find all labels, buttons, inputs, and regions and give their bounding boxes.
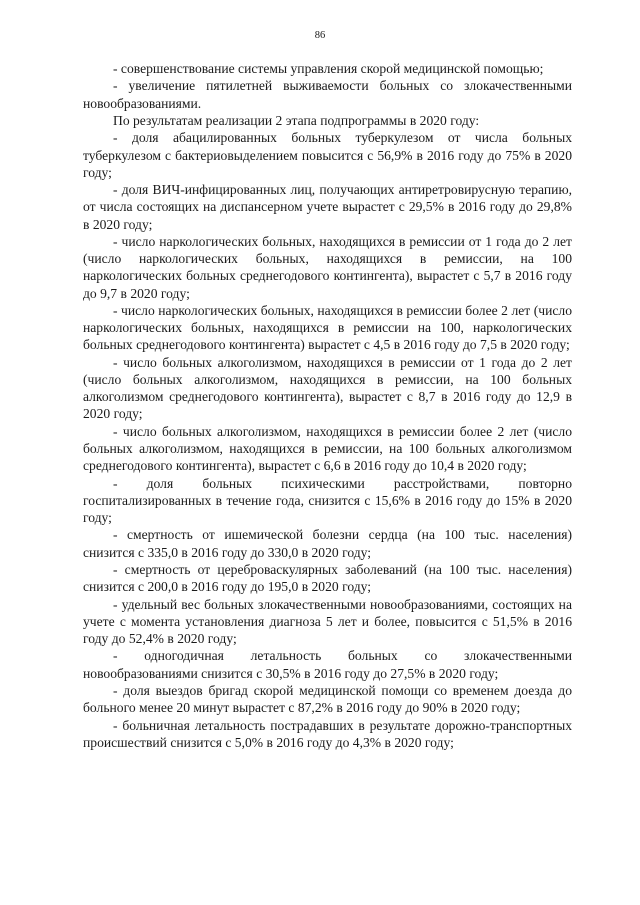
paragraph: - доля абацилированных больных туберкулезом от числа больных туберкулезом с бактериовыделением повысится с 56,9% в 2016 году до 75% в 2020 году; [83, 130, 572, 180]
paragraph: - одногодичная летальность больных со злокачественными новообразованиями снизится с 30,5% в 2016 году до 27,5% в 2020 году; [83, 648, 572, 681]
paragraph: - совершенствование системы управления скорой медицинской помощью; [113, 61, 544, 76]
paragraph: - доля выездов бригад скорой медицинской помощи со временем доезда до больного менее 20 минут вырастет с 87,2% в 2016 году до 90% в 2020 году; [83, 682, 572, 716]
paragraph: - смертность от цереброваскулярных заболеваний (на 100 тыс. населения) снизится с 200,0 в 2016 году до 195,0 в 2020 году; [83, 561, 572, 595]
paragraph: - доля ВИЧ-инфицированных лиц, получающих антиретровирусную терапию, от числа состоящих на диспансерном учете вырастет с 29,5% в 2016 году до 29,8% в 2020 году; [83, 182, 572, 232]
paragraph: - удельный вес больных злокачественными новообразованиями, состоящих на учете с момента установления диагноза 5 лет и более, повысится с 51,5% в 2016 году до 52,4% в 2020 году; [83, 596, 572, 646]
paragraph: - доля больных психическими расстройствами, повторно госпитализированных в течение года, снизится с 15,6% в 2016 году до 15% в 2020 году; [83, 475, 572, 525]
paragraph: - число больных алкоголизмом, находящихся в ремиссии более 2 лет (число больных алкоголизмом, находящихся в ремиссии, на 100 больных алкоголизмом среднегодового контингента), вырастет с 6,6 в 2016 году до 10,4 в 2020 году; [83, 423, 572, 474]
paragraph: - число наркологических больных, находящихся в ремиссии более 2 лет (число наркологических больных, находящихся в ремиссии на 100, наркологических больных среднегодового контингента) вырастет с 4,5 в 2016 году до 7,5 в 2020 году; [83, 302, 572, 353]
paragraph: - увеличение пятилетней выживаемости больных со злокачественными новообразованиями. [83, 78, 572, 111]
paragraph: - больничная летальность пострадавших в результате дорожно-транспортных происшествий снизится с 5,0% в 2016 году до 4,3% в 2020 году; [83, 717, 572, 750]
paragraph: - число наркологических больных, находящихся в ремиссии от 1 года до 2 лет (число наркологических больных, находящихся в ремиссии, на 100 наркологических больных среднегодового контингента), вырастет с 5,7 в 2016 году до 9,7 в 2020 году; [83, 233, 572, 301]
paragraph: По результатам реализации 2 этапа подпрограммы в 2020 году: [113, 112, 480, 128]
paragraph: - смертность от ишемической болезни сердца (на 100 тыс. населения) снизится с 335,0 в 2016 году до 330,0 в 2020 году; [83, 527, 572, 560]
document-body [83, 60, 572, 751]
paragraph: - число больных алкоголизмом, находящихся в ремиссии от 1 года до 2 лет (число больных алкоголизмом, находящихся в ремиссии, на 100 больных алкоголизмом среднегодового контингента), вырастет с 8,7 в 2016 году до 12,9 в 2020 году; [83, 354, 572, 422]
page-number: 86 [314, 30, 326, 41]
